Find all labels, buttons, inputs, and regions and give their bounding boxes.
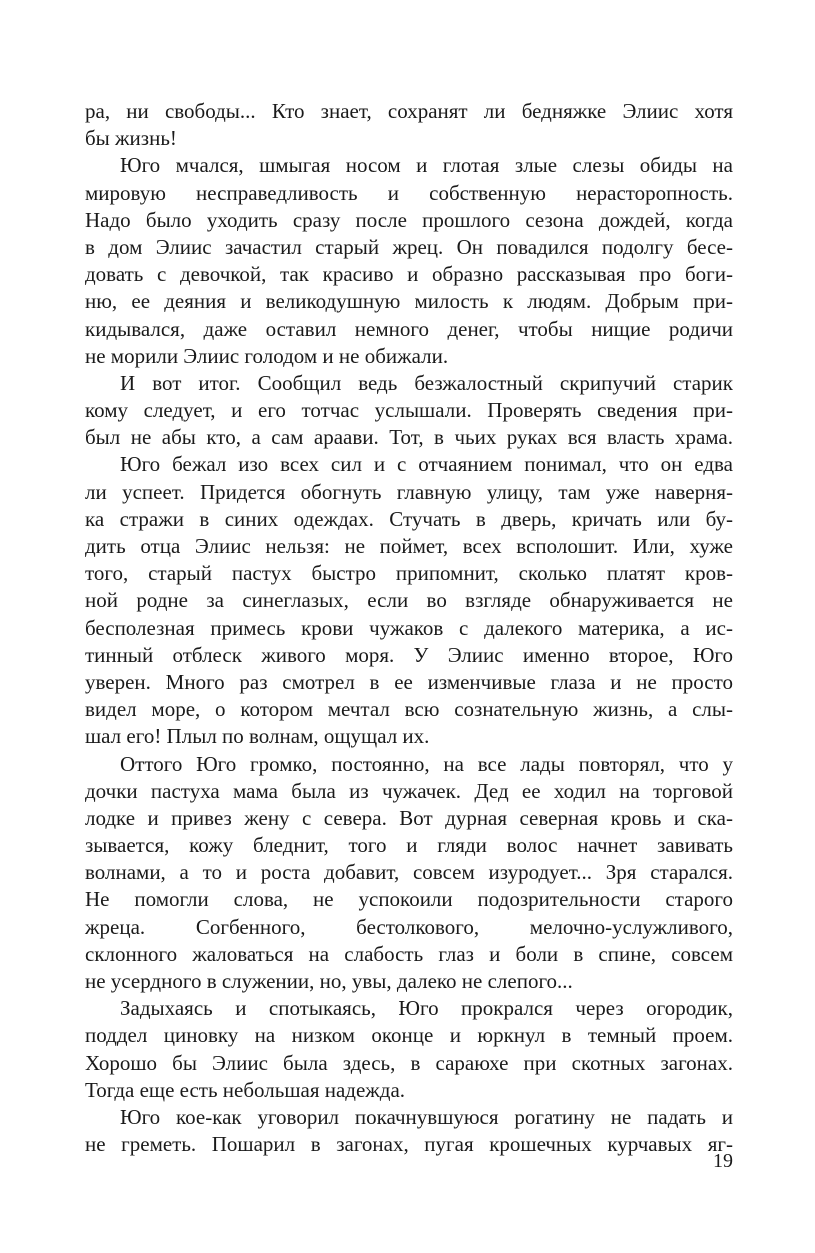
page-number: 19 bbox=[713, 1150, 733, 1172]
text-line: Оттого Юго громко, постоянно, на все лады повторял, что у bbox=[120, 751, 733, 776]
paragraph-7 bbox=[85, 1104, 733, 1158]
text-line: Задыхаясь и спотыкаясь, Юго прокрался через огородик, bbox=[120, 996, 733, 1021]
text-line: дить отца Элиис нельзя: не поймет, всех всполошит. Или, хуже bbox=[85, 534, 733, 558]
text-line: лодке и привез жену с севера. Вот дурная северная кровь и ска- bbox=[85, 805, 733, 830]
text-line: довать с девочкой, так красиво и образно рассказывая про боги- bbox=[85, 262, 733, 287]
text-line: И вот итог. Сообщил ведь безжалостный скрипучий старик bbox=[120, 370, 733, 395]
text-line: волнами, а то и роста добавит, совсем изуродует... Зря старался. bbox=[85, 860, 733, 885]
text-line: кому следует, и его тотчас услышали. Проверять сведения при- bbox=[85, 398, 733, 423]
text-line: ка стражи в синих одеждах. Стучать в дверь, кричать или бу- bbox=[85, 506, 733, 531]
text-line: дочки пастуха мама была из чужачек. Дед ее ходил на торговой bbox=[85, 778, 733, 803]
text-line: мировую несправедливость и собственную нерасторопность. bbox=[85, 180, 733, 205]
text-line: был не абы кто, а сам араави. Тот, в чьих руках вся власть храма. bbox=[85, 425, 733, 450]
text-line: в дом Элиис зачастил старый жрец. Он повадился подолгу бесе- bbox=[85, 234, 733, 259]
page-body bbox=[85, 98, 733, 1158]
text-line: Надо было уходить сразу после прошлого сезона дождей, когда bbox=[85, 207, 733, 232]
paragraph-3 bbox=[85, 370, 733, 452]
text-line: Тогда еще есть небольшая надежда. bbox=[85, 1077, 406, 1102]
text-line: уверен. Много раз смотрел в ее изменчивые глаза и не просто bbox=[85, 669, 733, 694]
paragraph-6 bbox=[85, 995, 733, 1104]
text-line: Юго мчался, шмыгая носом и глотая злые слезы обиды на bbox=[120, 153, 733, 178]
text-line: бы жизнь! bbox=[85, 126, 177, 151]
text-line: тинный отблеск живого моря. У Элиис именно второе, Юго bbox=[85, 642, 733, 667]
text-line: кидывался, даже оставил немного денег, чтобы нищие родичи bbox=[85, 316, 733, 341]
paragraph-1 bbox=[85, 98, 733, 152]
text-line: ли успеет. Придется обогнуть главную улицу, там уже наверня- bbox=[85, 479, 733, 504]
text-line: поддел циновку на низком оконце и юркнул в темный проем. bbox=[85, 1023, 733, 1048]
paragraph-2 bbox=[85, 152, 733, 370]
text-line: ной родне за синеглазых, если во взгляде обнаруживается не bbox=[85, 588, 733, 613]
text-line: шал его! Плыл по волнам, ощущал их. bbox=[85, 724, 430, 749]
text-line: ра, ни свободы... Кто знает, сохранят ли бедняжке Элиис хотя bbox=[85, 99, 733, 123]
text-line: того, старый пастух быстро припомнит, сколько платят кров- bbox=[85, 561, 733, 586]
text-line: Не помогли слова, не успокоили подозрительности старого bbox=[85, 887, 733, 912]
paragraph-4 bbox=[85, 451, 733, 750]
text-line: не морили Элиис голодом и не обижали. bbox=[85, 343, 449, 368]
text-line: ню, ее деяния и великодушную милость к людям. Добрым при- bbox=[85, 289, 733, 314]
text-line: Хорошо бы Элиис была здесь, в сараюхе при скотных загонах. bbox=[85, 1050, 733, 1075]
text-line: не греметь. Пошарил в загонах, пугая крошечных курчавых яг- bbox=[85, 1132, 733, 1157]
text-line: зывается, кожу бледнит, того и гляди волос начнет завивать bbox=[85, 833, 733, 858]
text-line: бесполезная примесь крови чужаков с далекого материка, а ис- bbox=[85, 615, 733, 640]
text-line: склонного жаловаться на слабость глаз и боли в спине, совсем bbox=[85, 941, 733, 966]
text-line: видел море, о котором мечтал всю сознательную жизнь, а слы- bbox=[85, 697, 733, 722]
text-line: жреца. Согбенного, бестолкового, мелочно-услужливого, bbox=[85, 914, 733, 939]
text-line: Юго бежал изо всех сил и с отчаянием понимал, что он едва bbox=[120, 452, 733, 477]
text-line: не усердного в служении, но, увы, далеко не слепого... bbox=[85, 969, 573, 993]
text-line: Юго кое-как уговорил покачнувшуюся рогатину не падать и bbox=[120, 1104, 733, 1129]
paragraph-5 bbox=[85, 751, 733, 996]
